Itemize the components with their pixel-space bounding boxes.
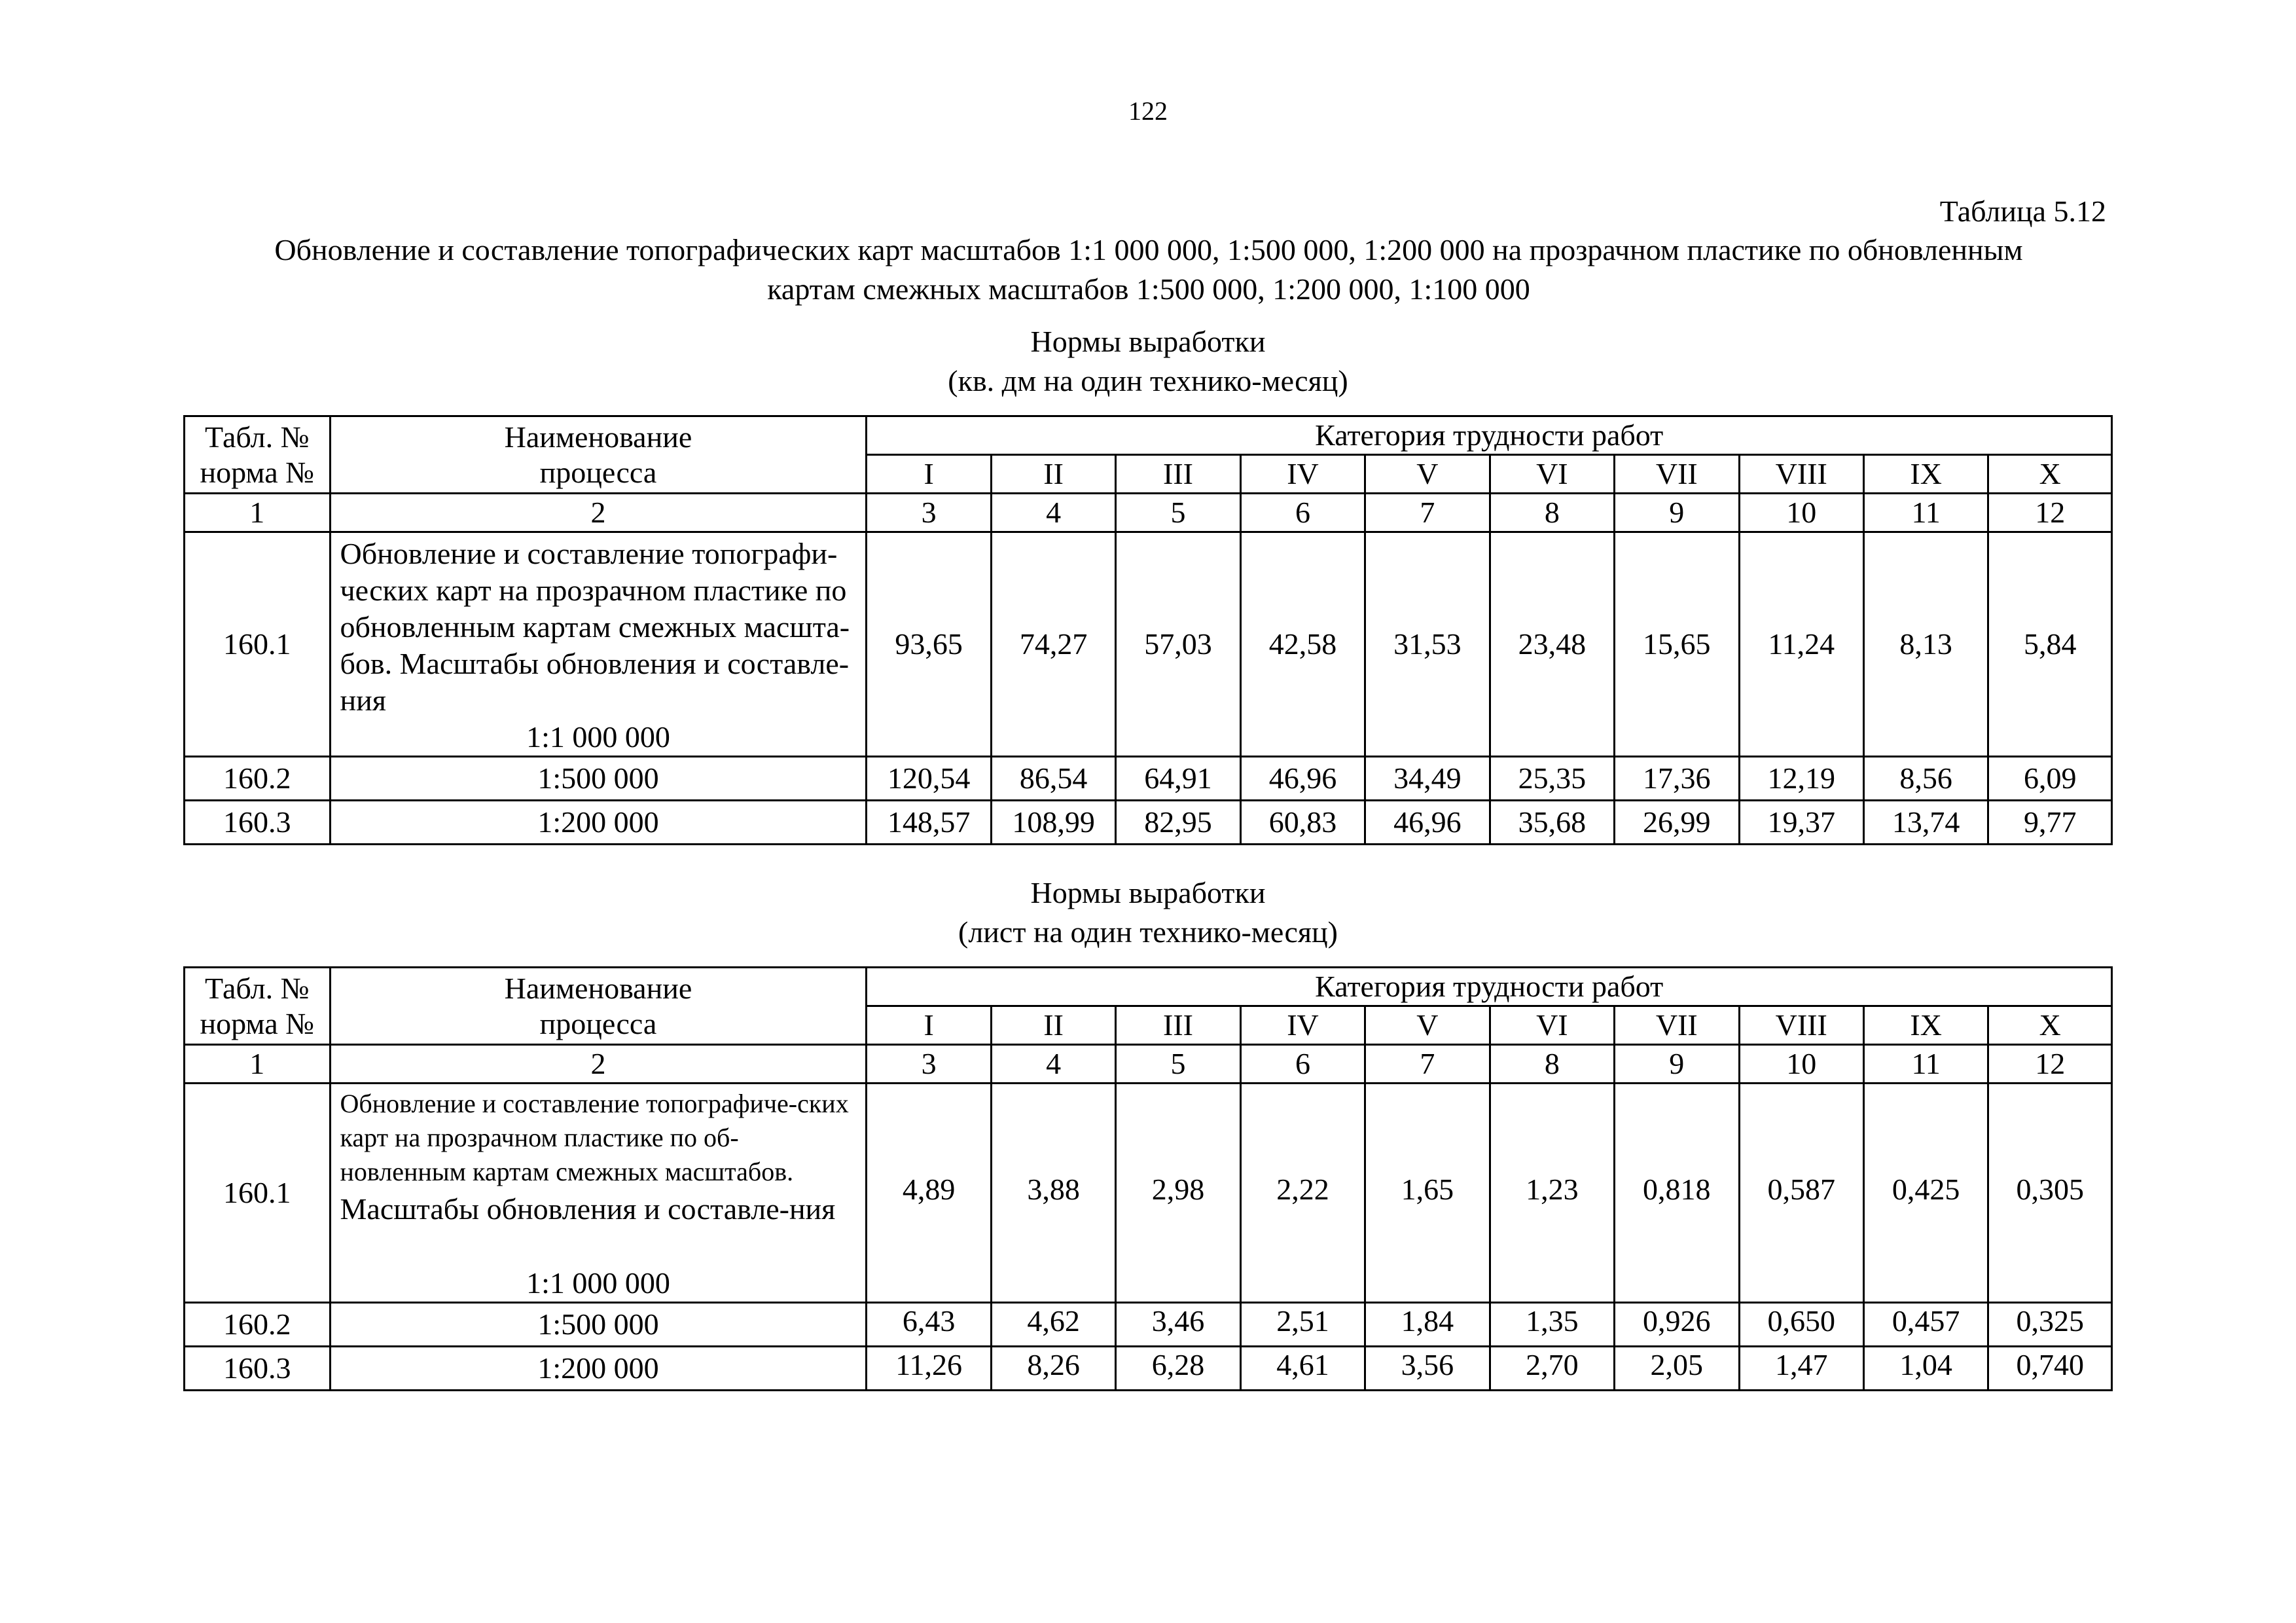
header-name-line-1: Наименование xyxy=(504,420,692,454)
value-cell: 35,68 xyxy=(1490,801,1614,845)
col-number-cell: 8 xyxy=(1490,494,1614,532)
value-cell: 0,740 xyxy=(1988,1347,2112,1391)
col-number-cell: 2 xyxy=(330,1045,867,1084)
process-description-scales: Масштабы обновления и составле-ния xyxy=(340,1192,836,1226)
category-cell: III xyxy=(1116,455,1240,494)
category-cell: IV xyxy=(1240,455,1365,494)
col-number-cell: 7 xyxy=(1365,494,1490,532)
value-cell: 2,70 xyxy=(1490,1347,1614,1391)
table-number: Таблица 5.12 xyxy=(1939,194,2106,228)
value-cell: 6,43 xyxy=(867,1303,991,1347)
col-number-cell: 11 xyxy=(1863,1045,1988,1084)
col-number-cell: 5 xyxy=(1116,494,1240,532)
col-number-cell: 4 xyxy=(991,494,1115,532)
value-cell: 60,83 xyxy=(1240,801,1365,845)
norm-number-cell: 160.2 xyxy=(185,1303,331,1347)
norm-number-cell: 160.1 xyxy=(185,532,331,757)
value-cell: 1,35 xyxy=(1490,1303,1614,1347)
header-name-line-2: процесса xyxy=(539,455,657,489)
table-row xyxy=(185,1303,2112,1347)
table-row xyxy=(185,1084,2112,1303)
value-cell: 42,58 xyxy=(1240,532,1365,757)
norms-table-1 xyxy=(183,415,2113,845)
value-cell: 3,56 xyxy=(1365,1347,1490,1391)
table-1-caption-line-1: Нормы выработки xyxy=(1030,325,1266,358)
col-number-cell: 6 xyxy=(1240,494,1365,532)
value-cell: 0,926 xyxy=(1615,1303,1739,1347)
value-cell: 25,35 xyxy=(1490,757,1614,801)
value-cell: 82,95 xyxy=(1116,801,1240,845)
header-process-name xyxy=(330,968,867,1045)
value-cell: 6,28 xyxy=(1116,1347,1240,1391)
category-cell: I xyxy=(867,1006,991,1045)
value-cell: 2,05 xyxy=(1615,1347,1739,1391)
category-cell: X xyxy=(1988,1006,2112,1045)
value-cell: 46,96 xyxy=(1240,757,1365,801)
category-cell: VII xyxy=(1615,455,1739,494)
value-cell: 1,23 xyxy=(1490,1084,1614,1303)
process-cell xyxy=(330,1084,867,1303)
value-cell: 13,74 xyxy=(1863,801,1988,845)
header-norma: норма № xyxy=(200,455,315,489)
table-2-caption-line-1: Нормы выработки xyxy=(1030,876,1266,909)
value-cell: 34,49 xyxy=(1365,757,1490,801)
norm-number-cell: 160.1 xyxy=(185,1084,331,1303)
value-cell: 0,305 xyxy=(1988,1084,2112,1303)
norm-number-cell: 160.2 xyxy=(185,757,331,801)
norm-number-cell: 160.3 xyxy=(185,1347,331,1391)
category-cell: III xyxy=(1116,1006,1240,1045)
col-number-cell: 3 xyxy=(867,494,991,532)
header-category: Категория трудности работ xyxy=(867,416,2112,455)
value-cell: 12,19 xyxy=(1739,757,1863,801)
value-cell: 1,84 xyxy=(1365,1303,1490,1347)
value-cell: 0,650 xyxy=(1739,1303,1863,1347)
col-number-cell: 6 xyxy=(1240,1045,1365,1084)
col-number-cell: 1 xyxy=(185,494,331,532)
value-cell: 93,65 xyxy=(867,532,991,757)
value-cell: 17,36 xyxy=(1615,757,1739,801)
value-cell: 4,61 xyxy=(1240,1347,1365,1391)
col-number-cell: 12 xyxy=(1988,1045,2112,1084)
table-row xyxy=(185,1347,2112,1391)
header-category: Категория трудности работ xyxy=(867,968,2112,1006)
table-row xyxy=(185,757,2112,801)
value-cell: 57,03 xyxy=(1116,532,1240,757)
category-cell: II xyxy=(991,1006,1115,1045)
col-number-cell: 10 xyxy=(1739,494,1863,532)
table-2-caption-line-2: (лист на один технико-месяц) xyxy=(958,915,1338,949)
value-cell: 46,96 xyxy=(1365,801,1490,845)
process-description: Обновление и составление топографиче-ских карт на прозрачном пластике по об-новленным картам смежных масштабов. xyxy=(340,1089,849,1186)
col-number-cell: 9 xyxy=(1615,494,1739,532)
category-cell: VI xyxy=(1490,1006,1614,1045)
process-cell xyxy=(330,532,867,757)
value-cell: 6,09 xyxy=(1988,757,2112,801)
value-cell: 108,99 xyxy=(991,801,1115,845)
header-row-1 xyxy=(185,968,2112,1006)
table-1-caption-line-2: (кв. дм на один технико-месяц) xyxy=(948,364,1348,397)
col-number-cell: 7 xyxy=(1365,1045,1490,1084)
norms-table-2 xyxy=(183,966,2113,1391)
value-cell: 1,04 xyxy=(1863,1347,1988,1391)
category-cell: IX xyxy=(1863,455,1988,494)
column-number-row xyxy=(185,1045,2112,1084)
header-tabl: Табл. № xyxy=(205,971,310,1005)
category-cell: X xyxy=(1988,455,2112,494)
value-cell: 9,77 xyxy=(1988,801,2112,845)
scale-label: 1:1 000 000 xyxy=(526,720,670,754)
value-cell: 120,54 xyxy=(867,757,991,801)
category-cell: VIII xyxy=(1739,455,1863,494)
category-cell: VIII xyxy=(1739,1006,1863,1045)
col-number-cell: 10 xyxy=(1739,1045,1863,1084)
value-cell: 0,587 xyxy=(1739,1084,1863,1303)
scale-cell: 1:500 000 xyxy=(330,757,867,801)
header-process-name xyxy=(330,416,867,494)
value-cell: 15,65 xyxy=(1615,532,1739,757)
table-row xyxy=(185,532,2112,757)
value-cell: 0,325 xyxy=(1988,1303,2112,1347)
category-cell: V xyxy=(1365,1006,1490,1045)
col-number-cell: 3 xyxy=(867,1045,991,1084)
category-cell: VII xyxy=(1615,1006,1739,1045)
value-cell: 11,24 xyxy=(1739,532,1863,757)
value-cell: 2,51 xyxy=(1240,1303,1365,1347)
column-number-row xyxy=(185,494,2112,532)
category-cell: IV xyxy=(1240,1006,1365,1045)
header-tabl-norma xyxy=(185,968,331,1045)
col-number-cell: 2 xyxy=(330,494,867,532)
value-cell: 86,54 xyxy=(991,757,1115,801)
category-cell: V xyxy=(1365,455,1490,494)
value-cell: 4,89 xyxy=(867,1084,991,1303)
value-cell: 31,53 xyxy=(1365,532,1490,757)
page-number: 122 xyxy=(1128,96,1168,126)
value-cell: 23,48 xyxy=(1490,532,1614,757)
value-cell: 5,84 xyxy=(1988,532,2112,757)
value-cell: 1,47 xyxy=(1739,1347,1863,1391)
value-cell: 4,62 xyxy=(991,1303,1115,1347)
header-tabl: Табл. № xyxy=(205,420,310,454)
scale-cell: 1:200 000 xyxy=(330,1347,867,1391)
title-line-2: картам смежных масштабов 1:500 000, 1:200 000, 1:100 000 xyxy=(767,272,1530,306)
value-cell: 0,425 xyxy=(1863,1084,1988,1303)
scale-label: 1:1 000 000 xyxy=(526,1266,670,1300)
header-row-1 xyxy=(185,416,2112,455)
col-number-cell: 11 xyxy=(1863,494,1988,532)
value-cell: 0,818 xyxy=(1615,1084,1739,1303)
table-2-caption xyxy=(0,873,2296,952)
process-description: Обновление и составление топографи-ческих карт на прозрачном пластике по обновленным картам смежных масшта-бов. Масштабы обновления и составле-ния xyxy=(340,537,850,717)
category-cell: IX xyxy=(1863,1006,1988,1045)
col-number-cell: 9 xyxy=(1615,1045,1739,1084)
scale-cell: 1:500 000 xyxy=(330,1303,867,1347)
value-cell: 26,99 xyxy=(1615,801,1739,845)
value-cell: 74,27 xyxy=(991,532,1115,757)
col-number-cell: 12 xyxy=(1988,494,2112,532)
value-cell: 1,65 xyxy=(1365,1084,1490,1303)
category-cell: II xyxy=(991,455,1115,494)
value-cell: 64,91 xyxy=(1116,757,1240,801)
header-name-line-1: Наименование xyxy=(504,971,692,1005)
table-row xyxy=(185,801,2112,845)
norm-number-cell: 160.3 xyxy=(185,801,331,845)
header-name-line-2: процесса xyxy=(539,1006,657,1040)
category-cell: VI xyxy=(1490,455,1614,494)
value-cell: 8,26 xyxy=(991,1347,1115,1391)
col-number-cell: 8 xyxy=(1490,1045,1614,1084)
category-cell: I xyxy=(867,455,991,494)
value-cell: 0,457 xyxy=(1863,1303,1988,1347)
col-number-cell: 1 xyxy=(185,1045,331,1084)
col-number-cell: 4 xyxy=(991,1045,1115,1084)
value-cell: 3,88 xyxy=(991,1084,1115,1303)
scale-cell: 1:200 000 xyxy=(330,801,867,845)
value-cell: 148,57 xyxy=(867,801,991,845)
header-tabl-norma xyxy=(185,416,331,494)
col-number-cell: 5 xyxy=(1116,1045,1240,1084)
value-cell: 2,22 xyxy=(1240,1084,1365,1303)
title-line-1: Обновление и составление топографических карт масштабов 1:1 000 000, 1:500 000, 1:200 000 на прозрачном пластике по обновленным xyxy=(274,233,2023,266)
table-1-caption xyxy=(0,322,2296,401)
value-cell: 3,46 xyxy=(1116,1303,1240,1347)
value-cell: 11,26 xyxy=(867,1347,991,1391)
document-title xyxy=(183,230,2114,309)
header-norma: норма № xyxy=(200,1006,315,1040)
value-cell: 8,56 xyxy=(1863,757,1988,801)
value-cell: 8,13 xyxy=(1863,532,1988,757)
value-cell: 2,98 xyxy=(1116,1084,1240,1303)
value-cell: 19,37 xyxy=(1739,801,1863,845)
